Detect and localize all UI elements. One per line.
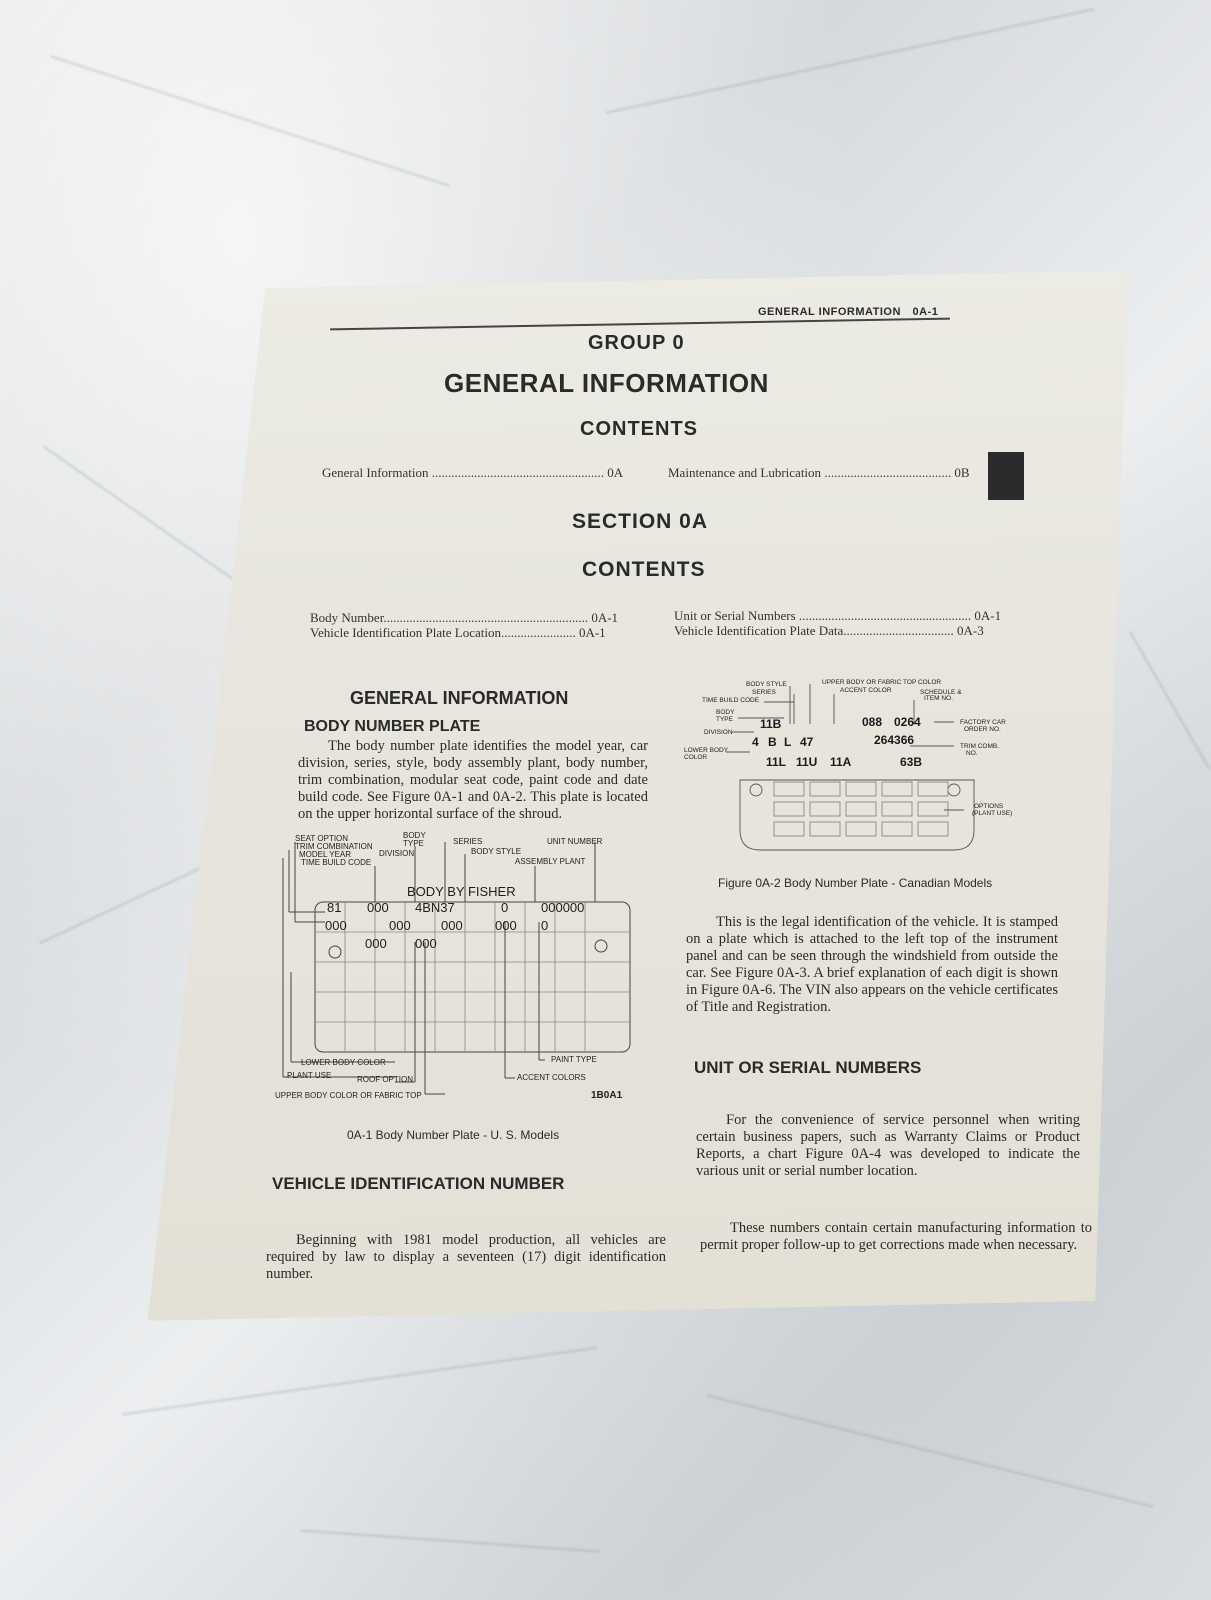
svg-text:TRIM COMB.: TRIM COMB. bbox=[960, 743, 999, 750]
plate-code: 000 bbox=[365, 936, 387, 951]
group-heading: GENERAL INFORMATION bbox=[444, 368, 769, 398]
svg-text:11U: 11U bbox=[796, 755, 818, 769]
plate-code: 4BN37 bbox=[415, 900, 455, 915]
figure-us-body-plate bbox=[275, 831, 645, 1142]
svg-text:(PLANT USE): (PLANT USE) bbox=[972, 810, 1013, 817]
page-number: 0A-1 bbox=[912, 306, 939, 318]
label-assembly-plant: ASSEMBLY PLANT bbox=[515, 857, 586, 866]
label-accent-colors: ACCENT COLORS bbox=[517, 1073, 586, 1082]
svg-text:ITEM NO.: ITEM NO. bbox=[924, 695, 953, 702]
label-paint-type: PAINT TYPE bbox=[551, 1055, 597, 1064]
label-upper-body-color: UPPER BODY COLOR OR FABRIC TOP bbox=[275, 1091, 422, 1100]
svg-text:0264: 0264 bbox=[894, 715, 921, 729]
toc-item: Body Number............................................................... 0A-1 bbox=[310, 610, 619, 625]
label-roof-option: ROOF OPTION bbox=[357, 1075, 413, 1084]
group-title: GROUP 0 bbox=[588, 332, 685, 354]
label-lower-body-color: LOWER BODY COLOR bbox=[301, 1058, 386, 1067]
running-header bbox=[758, 306, 938, 318]
label-series: SERIES bbox=[453, 837, 483, 846]
svg-text:SERIES: SERIES bbox=[752, 689, 776, 696]
svg-text:DIVISION: DIVISION bbox=[704, 729, 733, 736]
label-time-build-code: TIME BUILD CODE bbox=[301, 858, 372, 867]
running-title: GENERAL INFORMATION bbox=[758, 306, 901, 318]
body-plate-text: The body number plate identifies the model year, car division, series, style, body assembly plant, body number, trim combination, modular seat code, paint code and date build code. See Figure 0A-1 and 0A-2. This plate is located on the upper horizontal surface of the shroud. bbox=[298, 738, 648, 822]
unit-serial-heading: UNIT OR SERIAL NUMBERS bbox=[694, 1058, 922, 1077]
figure-code: 1B0A1 bbox=[591, 1090, 623, 1101]
vin-location-text: This is the legal identification of the vehicle. It is stamped on a plate which is attached to the left top of the instrument panel and can be seen through the windshield from outside the car. See Figure 0A-3. A brief explanation of each digit is shown in Figure 0A-6. The VIN also appears on the vehicle certificates of Title and Registration. bbox=[686, 914, 1058, 1015]
svg-text:264366: 264366 bbox=[874, 733, 915, 747]
toc-item: Maintenance and Lubrication ....................................... 0B bbox=[668, 465, 970, 480]
svg-text:11A: 11A bbox=[830, 755, 852, 769]
label-division: DIVISION bbox=[379, 849, 415, 858]
label-unit-number: UNIT NUMBER bbox=[547, 837, 603, 846]
svg-text:OPTIONS: OPTIONS bbox=[974, 803, 1004, 810]
svg-text:UPPER BODY OR FABRIC TOP COLOR: UPPER BODY OR FABRIC TOP COLOR bbox=[822, 679, 942, 686]
toc-item: Vehicle Identification Plate Data.................................. 0A-3 bbox=[674, 623, 984, 638]
plate-code: 000 bbox=[415, 936, 437, 951]
svg-text:63B: 63B bbox=[900, 755, 923, 769]
plate-code: 000000 bbox=[541, 900, 585, 915]
unit-serial-text-2: These numbers contain certain manufacturing information to permit proper follow-up to get corrections made when necessary. bbox=[700, 1220, 1092, 1253]
toc-item: General Information ..................................................... 0A bbox=[322, 465, 624, 480]
svg-text:NO.: NO. bbox=[966, 750, 978, 757]
svg-text:L: L bbox=[784, 735, 792, 749]
toc-item: Unit or Serial Numbers ..................................................... 0A-1 bbox=[674, 608, 1002, 623]
svg-text:BODY: BODY bbox=[716, 709, 735, 716]
svg-text:ACCENT COLOR: ACCENT COLOR bbox=[840, 687, 892, 694]
svg-text:088: 088 bbox=[862, 715, 883, 729]
header-rule bbox=[330, 318, 950, 331]
section-title: SECTION 0A bbox=[572, 510, 709, 533]
label-model-year: MODEL YEAR bbox=[299, 850, 352, 859]
label-plant-use: PLANT USE bbox=[287, 1071, 332, 1080]
svg-text:ORDER NO.: ORDER NO. bbox=[964, 726, 1001, 733]
plate-code: 000 bbox=[367, 900, 389, 915]
unit-serial-text-1: For the convenience of service personnel when writing certain business papers, such as Warranty Claims or Product Reports, a chart Figure 0A-4 was developed to indicate the various unit or serial number location. bbox=[696, 1112, 1080, 1179]
svg-text:BODY STYLE: BODY STYLE bbox=[746, 681, 787, 688]
label-type: TYPE bbox=[403, 839, 424, 848]
svg-text:4: 4 bbox=[752, 735, 759, 749]
vin-text: Beginning with 1981 model production, all vehicles are required by law to display a seventeen (17) digit identification number. bbox=[266, 1232, 666, 1282]
svg-text:11B: 11B bbox=[760, 717, 782, 731]
vin-heading: VEHICLE IDENTIFICATION NUMBER bbox=[272, 1174, 565, 1193]
svg-text:LOWER BODY: LOWER BODY bbox=[684, 747, 729, 754]
label-seat-option: SEAT OPTION bbox=[295, 834, 349, 843]
plate-code: 81 bbox=[327, 900, 342, 915]
svg-text:FACTORY CAR: FACTORY CAR bbox=[960, 719, 1006, 726]
body-plate-heading: BODY NUMBER PLATE bbox=[304, 718, 481, 735]
toc-item: Vehicle Identification Plate Location....................... 0A-1 bbox=[310, 625, 606, 640]
svg-text:TIME BUILD CODE: TIME BUILD CODE bbox=[702, 697, 760, 704]
general-info-heading: GENERAL INFORMATION bbox=[350, 688, 569, 708]
plate-code: 000 bbox=[325, 918, 347, 933]
svg-text:COLOR: COLOR bbox=[684, 754, 708, 761]
plate-code: 0 bbox=[541, 918, 549, 933]
plate-code: 000 bbox=[389, 918, 411, 933]
figure-us-caption: 0A-1 Body Number Plate - U. S. Models bbox=[347, 1128, 560, 1142]
plate-code: 000 bbox=[441, 918, 463, 933]
svg-text:SCHEDULE &: SCHEDULE & bbox=[920, 689, 962, 696]
section-contents-label: CONTENTS bbox=[582, 558, 706, 581]
plate-code: 0 bbox=[501, 900, 509, 915]
figure-canada-body-plate bbox=[684, 680, 1034, 870]
plate-code: 000 bbox=[495, 918, 517, 933]
label-trim-combination: TRIM COMBINATION bbox=[295, 842, 373, 851]
figure-canada-caption: Figure 0A-2 Body Number Plate - Canadian Models bbox=[718, 876, 993, 890]
plate-title: BODY BY FISHER bbox=[407, 884, 516, 899]
label-body-style: BODY STYLE bbox=[471, 847, 522, 856]
svg-text:47: 47 bbox=[800, 735, 814, 749]
group-contents-label: CONTENTS bbox=[580, 418, 698, 440]
svg-text:TYPE: TYPE bbox=[716, 716, 733, 723]
label-body: BODY bbox=[403, 831, 426, 840]
svg-text:B: B bbox=[768, 735, 777, 749]
svg-text:11L: 11L bbox=[766, 755, 787, 769]
